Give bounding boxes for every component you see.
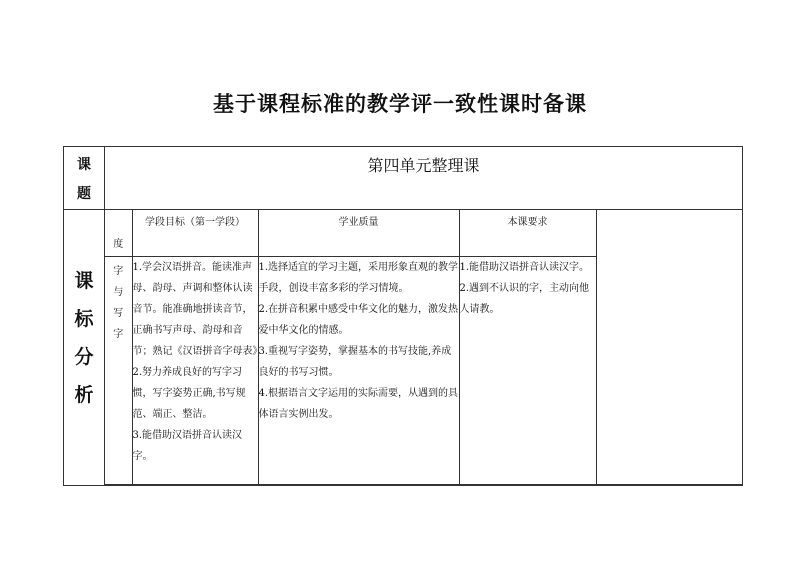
row-label-char: 字 <box>113 266 124 277</box>
requirement-cell <box>459 257 596 485</box>
row-label-char: 字 <box>113 329 124 340</box>
row-label-char: 写 <box>113 308 124 319</box>
header-quality: 学业质量 <box>258 210 459 257</box>
page-title: 基于课程标准的教学评一致性课时备课 <box>213 92 587 116</box>
quality-cell <box>258 257 459 485</box>
topic-label-char: 题 <box>77 186 91 202</box>
standards-table <box>105 210 742 485</box>
header-goal: 学段目标（第一学段） <box>132 210 258 257</box>
row-label-char: 与 <box>113 287 124 298</box>
goal-item: 2.努力养成良好的写字习惯，写字姿势正确,书写规范、端正、整洁。 <box>132 367 246 420</box>
analysis-label-char: 分 <box>74 346 94 368</box>
lesson-table <box>63 146 743 486</box>
analysis-label-char: 课 <box>74 270 94 292</box>
requirement-item: 2.遇到不认识的字，主动向他人请教。 <box>459 283 590 315</box>
quality-item: 2.在拼音积累中感受中华文化的魅力，激发热爱中华文化的情感。 <box>258 304 459 336</box>
quality-item: 3.重视写字姿势，掌握基本的书写技能,养成良好的书写习惯。 <box>258 346 452 378</box>
row-label <box>105 257 132 485</box>
goal-item: 1.学会汉语拼音。能读准声母、韵母、声调和整体认读音节。能准确地拼读音节，正确书写声母、韵母和音节；熟记《汉语拼音字母表》 <box>132 262 263 357</box>
header-dimension: 度 <box>105 210 132 257</box>
analysis-label-char: 析 <box>74 384 94 406</box>
topic-label <box>64 147 105 210</box>
analysis-label-char: 标 <box>74 308 94 330</box>
blank-column <box>596 210 742 485</box>
topic-title: 第四单元整理课 <box>105 147 743 210</box>
quality-item: 1.选择适宜的学习主题，采用形象直观的教学手段，创设丰富多彩的学习情境。 <box>258 262 459 294</box>
goal-item: 3.能借助汉语拼音认读汉字。 <box>132 430 243 462</box>
goal-cell <box>132 257 263 485</box>
quality-item: 4.根据语言文字运用的实际需要，从遇到的具体语言实例出发。 <box>258 388 459 420</box>
topic-label-char: 课 <box>77 157 91 173</box>
header-requirement: 本课要求 <box>459 210 596 257</box>
analysis-label <box>64 210 105 486</box>
requirement-item: 1.能借助汉语拼音认读汉字。 <box>459 262 590 273</box>
